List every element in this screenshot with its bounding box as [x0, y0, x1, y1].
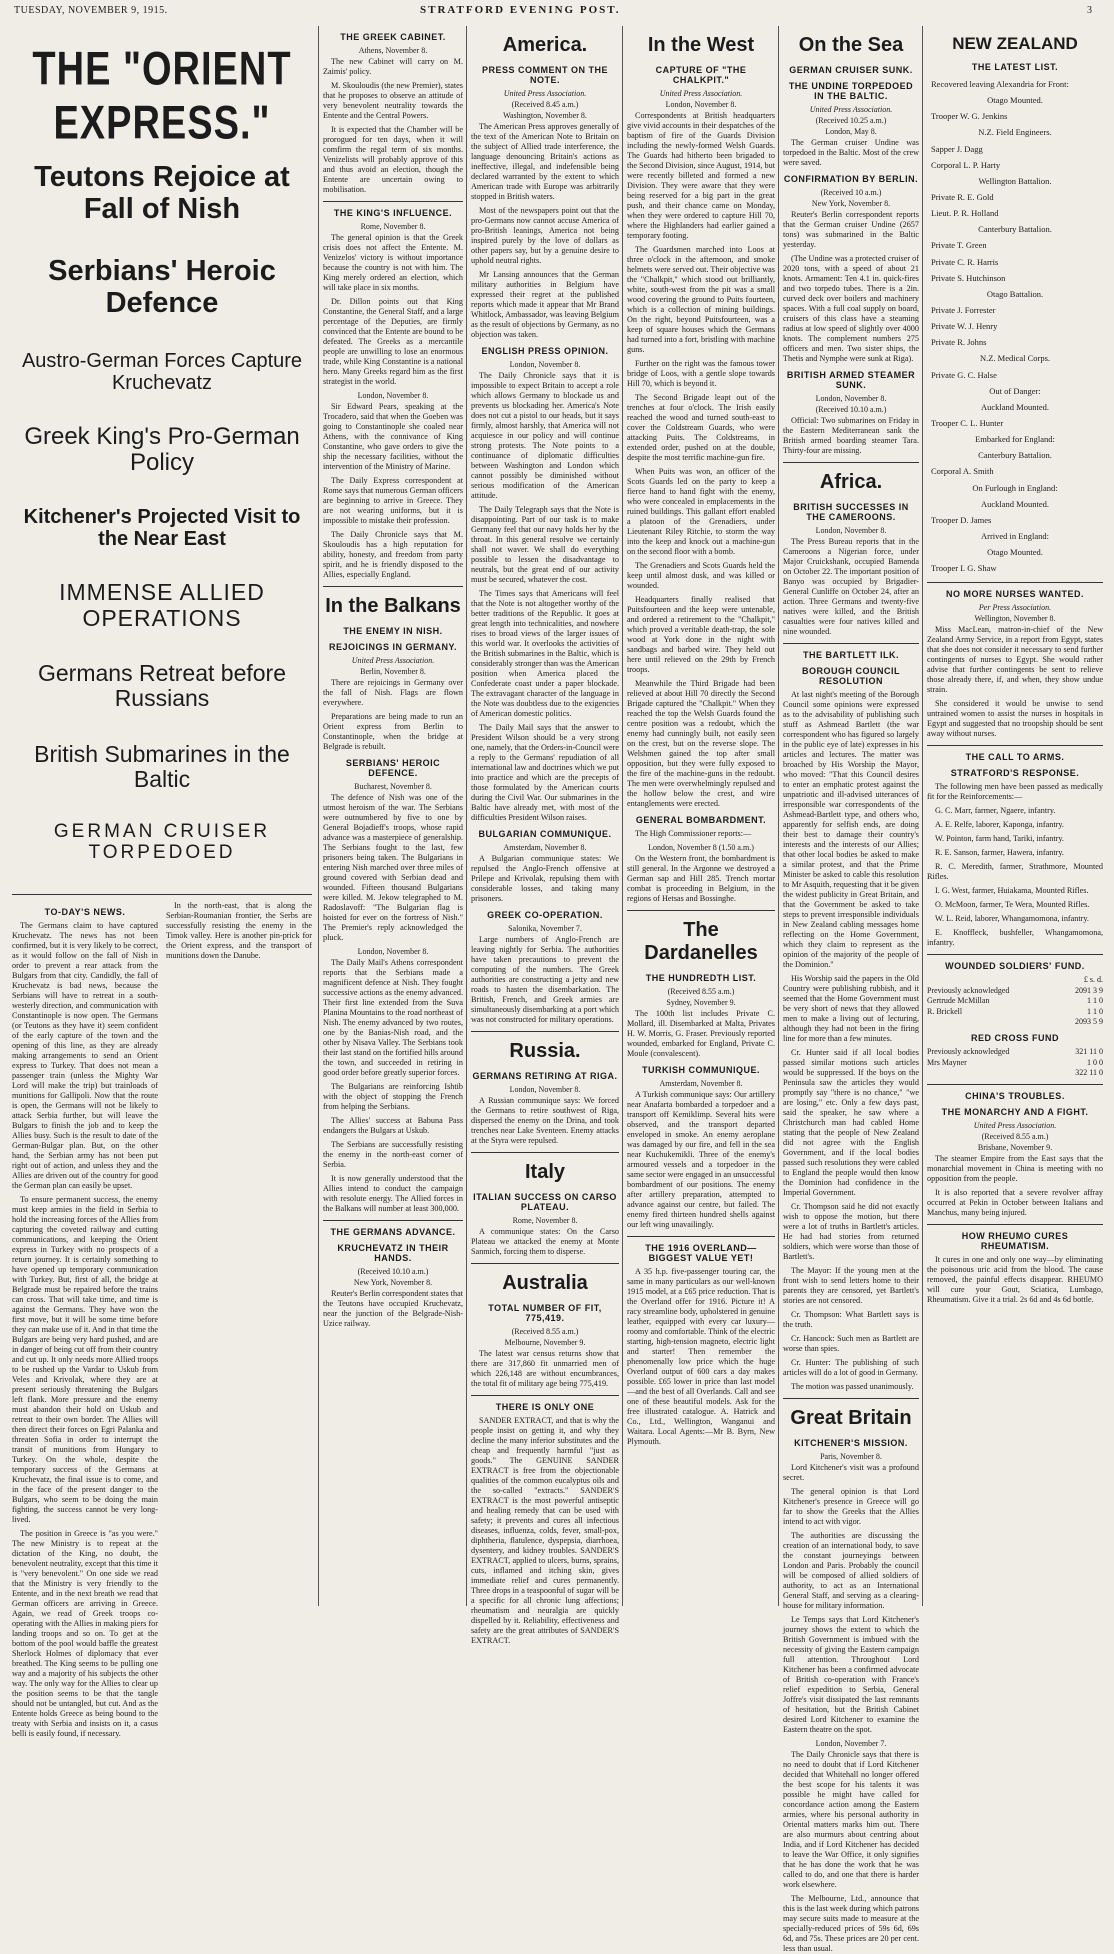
wire-service: United Press Association.	[973, 1121, 1057, 1131]
nurses-heading: NO MORE NURSES WANTED.	[945, 589, 1084, 600]
sub-headline: GERMAN CRUISER TORPEDOED	[53, 821, 271, 864]
great-britain-section-title: Great Britain	[790, 1407, 912, 1429]
dateline: London, November 7.	[815, 1739, 887, 1748]
fund-amount: 322 11 0	[1075, 1068, 1103, 1078]
article-para: The Guardsmen marched into Loos at three o'clock in the afternoon, and smoke helmets were served out. Their objective was the "Chalkpit," which stood out brilliantly, white, south-west from the pit was a small wood covering the ground to Puits fourteen, which is a collection of mining buildings. On the right, beyond Puitsfourteen, was a keep of square houses which the Germans had turned into a fort, bristling with machine guns.	[627, 245, 775, 354]
dateline: New York, November 8.	[811, 199, 891, 208]
article-para: Sir Edward Pears, speaking at the Trocadero, said that when the Goeben was going to Constantinople she coaled near Athens, with the connivance of King Constantine, who gave orders to give the ship the necessary facilities, without the intervention of the Ministry of Marine.	[323, 402, 463, 471]
headline-stack	[12, 162, 312, 864]
recruit-entry: W. L. Reid, laborer, Whangamomona, infantry.	[935, 914, 1089, 924]
dateline: London, November 8.	[509, 1085, 581, 1094]
todays-news-para: The Germans claim to have captured Kruchevatz. The news has not been confirmed, but it is very likely to be correct, as it would follow on the fall of Nish in order to prevent a rear attack from the Bulgars from that city. Candidly, the fall of Kruchevatz is bad news, because the Serbians will have to retreat in a south-westerly direction, and communication with Constantinople is now open. The Germans (or Teutons as they have it) seem confident of the early capture of the town and the opening of this line, as they are already making arrangements to send an Orient express to Turkey. That does not mean a passenger train (unless the Mighty War Lord will make the trip) but trainloads of munitions for Gallipoli. Now that the route is open, the Germans will not be likely to attack Serbia further, but will leave the Bulgars to finish the job and to keep the Allies busy. Such is the result to date of the German-Bulgar plan. But, on the other hand, the Serbian army has not been put right out of action, and unless they and the Allies are driven out of the country for good the German plan can easily be upset.	[12, 920, 158, 1190]
fund-donor: Mrs Mayner	[927, 1057, 967, 1067]
article-para: Correspondents at British headquarters give vivid accounts in their despatches of the baptism of fire of the Guards Division including the newly-formed Welsh Guards. The Guards had hitherto been brigaded to the Second Division, since August, 1914, but were recently billeted and formed a new Division. They were aware that they were being reserved for a big part in the great push, and their chance came on Monday, when they were ordered to capture Hill 70, where the Highlanders had earlier gained a temporary footing.	[627, 111, 775, 240]
todays-news-para: To ensure permanent success, the enemy must keep armies in the field in Serbia to hold the increasing forces of the Allies from capturing the coveted railway and cutting communications, and keeping the Orient express in Turkey with no prospects of a return journey. It is certainly something to have opened up temporary communication with Turkey. But, first of all, the bridge at Belgrade must be repaired before the trains can cross. That will take time, and time is against the Germans. They have won the first move, but it will be some time before they can make use of it. And in that time the Bulgars are being very hard pushed, and are in danger of being cut off from their country and cut up. It only needs more Allied troops to be rushed up the Vardar to Uskub from Veles and Krivolak, where they are at present seriously threatening the Bulgars left flank. More pressure and the enemy must abandon their hold on Uskub and retreat to their own border. The Allies will then direct their forces on Egri Palanka and threaten Sofia in order to interrupt the transit of munitions from Hungary to Turkey. On the whole, despite the temporary success of the Germans at Kruchevatz, the final issue is to come, and in the face of the present danger to the Bulgars, who seem to be doing the main fighting, the success cannot be very long-lived.	[12, 1194, 158, 1524]
article-para: The Daily Chronicle says that M. Skouloudis has a high reputation for ability, honesty, and freedom from party spirit, and he is friendly disposed to the Allies, especially England.	[323, 530, 463, 579]
main-headline: THE "ORIENT EXPRESS."	[32, 43, 292, 150]
todays-news-heading: TO-DAY'S NEWS.	[44, 906, 126, 917]
russia-section-title: Russia.	[509, 1040, 581, 1062]
carso-heading: ITALIAN SUCCESS ON CARSO PLATEAU.	[473, 1192, 617, 1212]
kruchevatz-heading: KRUCHEVATZ IN THEIR HANDS.	[337, 1243, 449, 1263]
dateline: (Received 10 a.m.)	[820, 188, 882, 197]
fund-row	[927, 1068, 1103, 1078]
dateline: Melbourne, November 9.	[504, 1338, 586, 1347]
response-heading: STRATFORD'S RESPONSE.	[950, 768, 1080, 779]
nz-list-entry: Otago Mounted.	[987, 547, 1043, 558]
nz-list-entry: Trooper I. G. Shaw	[931, 563, 997, 574]
column-west-dardanelles	[622, 26, 779, 1606]
todays-news-para: In the north-east, that is along the Serbian-Roumanian frontier, the Serbs are successfully resisting the enemy in the Timok valley. Here is another pin-prick for the Orient express, and the transport of munitions down the Danube.	[166, 900, 312, 960]
fund-donor: Previously acknowledged	[927, 1047, 1010, 1057]
dateline: London, November 8.	[815, 526, 887, 535]
red-cross-list	[927, 1047, 1103, 1078]
article-para: There are rejoicings in Germany over the fall of Nish. Flags are flown everywhere.	[323, 678, 463, 707]
enemy-nish-heading: THE ENEMY IN NISH.	[343, 626, 443, 636]
fund-row	[927, 986, 1103, 996]
dateline: (Received 10.10 a.m.)	[357, 1267, 429, 1276]
article-para: Cr. Hunter said if all local bodies passed similar motions such articles would be suppressed. If the boys on the Peninsula saw the articles they would promptly say "there is no chance," "we are losing," etc. Only a few days past, said the speaker, he saw where a Christchurch man had cabled Home stating that the people of New Zealand did not agree with the English Government, and if the local bodies passed such resolutions they were cabled to England the people would then know the Dominion had confidence in the Imperial Government.	[783, 1048, 919, 1197]
wounded-fund-list	[927, 986, 1103, 1028]
masthead	[0, 0, 1114, 26]
column-america-fronts	[466, 26, 623, 1645]
cruiser-sunk-heading: GERMAN CRUISER SUNK.	[789, 65, 913, 75]
dateline: (Received 8.55 a.m.)	[511, 1327, 579, 1336]
fund-row	[927, 996, 1103, 1006]
article-para: The Second Brigade leapt out of the trenches at four o'clock. The Irish easily reached the wood and turned south-east to cover the Coldstream Guards, who were attacking Puits. The Coldstreams, in extended order, pushed on at the double, despite the most terrific machine-gun fire.	[627, 393, 775, 462]
fund-row	[927, 1058, 1103, 1068]
article-para: (The Undine was a protected cruiser of 2020 tons, with a speed of about 21 knots. Armament: Ten 4.1 in. quick-fires and two torpedo tubes. There is a 2in. curved deck over boilers and machinery spaces. With a full coal supply on board, cruisers of this class have a steaming radius at low speed of slightly over 4000 knots. The complement numbers 275 officers and men. Two sister ships, the Thetis and Nymphe were sunk at Riga).	[783, 254, 919, 363]
fund-row	[927, 1047, 1103, 1057]
article-para: The motion was passed unanimously.	[791, 1382, 914, 1391]
wire-service: Per Press Association.	[978, 603, 1052, 613]
fund-donor: R. Brickell	[927, 1006, 963, 1016]
dateline: (Received 10.25 a.m.)	[815, 116, 887, 125]
article-para: The Mayor: If the young men at the front wish to send letters home to their parents they are censored, yet Bartlett's stories are not censored.	[783, 1266, 919, 1305]
africa-section-title: Africa.	[819, 471, 883, 493]
article-para: The Allies' success at Babuna Pass endangers the Bulgars at Uskub.	[323, 1116, 463, 1135]
fund-amount: 321 11 0	[1075, 1047, 1103, 1057]
sub-headline: Teutons Rejoice at Fall of Nish	[34, 161, 290, 225]
article-para: The following men have been passed as medically fit for the Reinforcements:—	[927, 782, 1103, 802]
sub-headline: Kitchener's Projected Visit to the Near East	[23, 506, 301, 551]
article-para: Most of the newspapers point out that the pro-Germans now cannot accuse America of pro-British leanings, America not being inspired purely by the love of dollars as other papers say, but by a genuine desire to uphold neutral rights.	[471, 206, 619, 265]
article-para: At last night's meeting of the Borough Council some opinions were expressed as to the advisability of publishing such stuff as Ashmead Bartlett (the war correspondent who has figured so largely in the public eye of late) expresses in his articles and lectures. The matter was broached by His Worship the Mayor, who moved: "That this Council desires to enter an emphatic protest against the unpatriotic and ill-advised utterances of irresponsible war correspondents of the Ashmead-Bartlett type, and others who, apparently for selfish ends, are doing their best to damage their country's interests and the interests of our Allies; that other local bodies be asked to make a similar protest, and that the Prime Minister be asked to cable this resolution to Mr Asquith, requesting that it be given the widest publicity in Great Britain, and that the Government be asked to take steps to prevent irresponsible individuals in New Zealand cabling messages home reflecting on the Home Government, which they claim to represent as the opinion of the majority of the people of the Dominion."	[783, 690, 919, 969]
recruit-entry: I. G. West, farmer, Huiakama, Mounted Rifles.	[935, 886, 1089, 896]
nz-list-entry: Arrived in England:	[981, 530, 1049, 541]
nz-section-title: NEW ZEALAND	[952, 34, 1078, 53]
recruit-entry: O. McMoon, farmer, Te Wera, Mounted Rifles.	[935, 900, 1090, 910]
nz-list-entry: N.Z. Medical Corps.	[979, 353, 1051, 364]
nz-list-entry: Recovered leaving Alexandria for Front:	[931, 79, 1069, 89]
turkish-heading: TURKISH COMMUNIQUE.	[642, 1065, 760, 1075]
article-para: A Russian communique says: We forced the Germans to retire southwest of Riga, dispersed the enemy on the Drina, and took trenches near Lake Sventeen. Enemy attacks at the Styra were repulsed.	[471, 1096, 619, 1145]
rheumo-advert: It cures in one and only one way—by eliminating the poisonous uric acid from the blood. The cause removed, the painful effects disappear. RHEUMO will cure your Gout, Sciatica, Lumbago, Rheumatism. Give it a trial. 2s 6d and 4s 6d bottle.	[927, 1255, 1103, 1305]
article-para: The Serbians are successfully resisting the enemy in the north-east corner of Serbia.	[323, 1140, 463, 1169]
fund-donor: Gertrude McMillan	[927, 996, 990, 1006]
dateline: London, November 8 (1.50 a.m.)	[648, 843, 754, 852]
nz-list-entry: Corporal L. P. Harty	[931, 159, 1001, 170]
recruit-entry: W. Pointon, farm hand, Tariki, infantry.	[935, 834, 1064, 844]
bartlett-title: THE BARTLETT ILK.	[803, 650, 899, 660]
sea-section-title: On the Sea	[798, 34, 904, 56]
dateline: London, November 8.	[509, 360, 581, 369]
council-heading: BOROUGH COUNCIL RESOLUTION	[802, 666, 900, 686]
article-para: The Bulgarians are reinforcing Ishtib with the object of stopping the French from helping the Serbians.	[323, 1082, 463, 1111]
article-para: The steamer Empire from the East says that the monarchial movement in China is meeting with no opposition from the people.	[927, 1154, 1103, 1184]
only-one-heading: THERE IS ONLY ONE	[495, 1402, 595, 1412]
fit-heading: TOTAL NUMBER OF FIT, 775,419.	[488, 1303, 602, 1323]
nz-list-entry: Otago Battalion.	[986, 288, 1044, 299]
fund-amount: 2091 3 9	[1075, 985, 1103, 995]
dateline: (Received 8.55 a.m.)	[667, 987, 735, 996]
sub-headline: IMMENSE ALLIED OPERATIONS	[59, 579, 265, 631]
chalkpit-heading: CAPTURE OF "THE CHALKPIT."	[655, 65, 747, 85]
article-para: A Bulgarian communique states: We repulsed the Anglo-French offensive at Prilepe and Krivolak, repulsing them with considerable losses, and taking many prisoners.	[471, 854, 619, 903]
dateline: Rome, November 8.	[360, 222, 426, 231]
fund-donor: Previously acknowledged	[927, 985, 1010, 995]
undine-heading: THE UNDINE TORPEDOED IN THE BALTIC.	[788, 81, 914, 101]
article-para: His Worship said the papers in the Old Country were publishing rubbish, and it seemed that the Home Government must be very short of news that they allowed men to make a living out of lecturing, although they had not been in the firing line for more than a few minutes.	[783, 974, 919, 1043]
dateline: New York, November 8.	[353, 1278, 433, 1287]
dateline: Rome, November 8.	[512, 1216, 578, 1225]
nz-list-entry: Private R. E. Gold	[931, 191, 994, 202]
article-para: It is expected that the Chamber will be prorogued for ten days, when it will comfirm the regal term of six months. Venizelists will probably approve of this and thus avoid an election, though the Entente are uncertain owing to mobilisation.	[323, 125, 463, 194]
todays-news-para: The position in Greece is "as you were." The new Ministry is to repeat at the dictation of the King, no doubt, the benevolent neutrality, except that this time it is "very benevolent." On one side we read that the Ministry is very friendly to the Entente, and in the next breath we read that German officers are arriving in Greece. Again, we read of Greek troops co-operating with the Allies in making piers for landing troops and so on. To get at the bottom of the pool would baffle the greatest Sherlock Holmes of diplomacy that ever breathed. The King seems to be pulling one way and a majority of his subjects the other way. The only way for the Allies to clear up the position seems to be that the tangle should not be untangled, but cut. And as the Entente holds Greece as being bound to the treaty with Serbia and insists on it, a casus belli is easily found, if necessary.	[12, 1528, 158, 1738]
article-para: Mr Lansing announces that the German military authorities in Belgium have expressed their regret at the published reports which made it appear that Mr Brand Whitlock, Ambassador, was leaving Belgium as the result of objections by Germany, as no objection was taken.	[471, 270, 619, 339]
bulgarian-heading: BULGARIAN COMMUNIQUE.	[478, 829, 612, 839]
dateline: (Received 8.55 a.m.)	[981, 1132, 1049, 1142]
serbians-defence-heading: SERBIANS' HEROIC DEFENCE.	[345, 758, 441, 778]
rejoicings-heading: REJOICINGS IN GERMANY.	[328, 642, 458, 652]
article-para: Headquarters finally realised that Puitsfourteen and the keep were untenable, and ordered a retirement to the "Chalkpit," which proved a veritable death-trap, the sole wood at York done in the night with sandbags and barbed wire. They held out here until relieved on the 29th by French troops.	[627, 595, 775, 674]
monarchy-heading: THE MONARCHY AND A FIGHT.	[941, 1107, 1089, 1118]
wire-service: United Press Association.	[351, 656, 435, 665]
article-para: Cr. Thompson: What Bartlett says is the truth.	[783, 1310, 919, 1329]
article-para: The authorities are discussing the creation of an international body, to save the constant journeyings between London and Paris. Probably the council will be composed of allied soldiers of authority, to act as an International General Staff, and serving as a clearing-house for military information.	[783, 1531, 919, 1610]
dateline: London, November 8.	[357, 391, 429, 400]
rheumo-heading: HOW RHEUMO CURES RHEUMATISM.	[961, 1231, 1069, 1252]
cameroons-heading: BRITISH SUCCESSES IN THE CAMEROONS.	[793, 502, 909, 522]
west-section-title: In the West	[647, 34, 755, 56]
column-new-zealand	[922, 26, 1107, 1606]
article-para: The 100th list includes Private C. Mollard, ill. Disembarked at Malta, Privates H. W. Morris, G. Fraser. Previously reported wounded, embarked for England, Private C. Moule (convalescent).	[627, 1009, 775, 1058]
article-para: The Times says that Americans will feel that the Note is not altogether worthy of the better traditions of the Republic. It goes at great length into technicalities, and nowhere rises to broad views of the larger issues of this world war. It overlooks the activities of the British submarines in the Baltic, which is considerably stronger than was the American position when America placed the Confederate coast under a paper blockade. The extravagant character of the language in the Note was doubtless due to the exigencies of American domestic politics.	[471, 589, 619, 718]
article-para: A Turkish communique says: Our artillery near Anafarta bombarded a torpedoer and a transport off Kemiklimp. Several hits were observed, and the transport departed enveloped in smoke. An enemy aeroplane was damaged by our fire, and fell in the sea near Kuchukemikli. Three of the enemy's armoured vessels and a torpedoer in the same sector were engaged in an unsuccessful bombardment of our positions. The enemy after artillery preparation, attempted to advance against our centre, but failed. The enemy fired thirteen hundred shells against our left wing unavailingly.	[627, 1090, 775, 1229]
wounded-fund-heading: WOUNDED SOLDIERS' FUND.	[945, 961, 1085, 972]
recruit-entry: E. Knoffleck, bushfeller, Whangamomona, infantry.	[927, 928, 1103, 948]
dateline: Salonika, November 7.	[508, 924, 582, 933]
article-para: The Daily Telegraph says that the Note is disappointing. Part of our task is to make Germany feel that our navy holds her by the throat. In this general resolve we certainly shall not waver. We shall do everything possible to lessen the disadvantage to neutrals, but the great end of our activity must be secured, whatever the cost.	[471, 505, 619, 584]
nz-list-entry: Private W. J. Henry	[931, 321, 998, 332]
greek-coop-heading: GREEK CO-OPERATION.	[487, 910, 603, 920]
dateline: Bucharest, November 8.	[354, 782, 432, 791]
article-para: The High Commissioner reports:—	[635, 829, 752, 838]
english-opinion-heading: ENGLISH PRESS OPINION.	[481, 346, 609, 356]
article-para: The general opinion is that Lord Kitchener's presence in Greece will go far to show the Greeks that the Allies intend to act with vigor.	[783, 1487, 919, 1526]
article-para: The German cruiser Undine was torpedoed in the Baltic. Most of the crew were saved.	[783, 138, 919, 167]
australia-section-title: Australia	[502, 1272, 588, 1294]
article-para: Le Temps says that Lord Kitchener's journey shows the extent to which the British Government is imbued with the necessity of giving the Eastern campaign full attention. Throughout Lord Kitchener has been a confirmed advocate of British co-operation with France's relief expedition to Serbia, General Joffre's visit dissipated the last remnants of hesitation, but the British Cabinet desired Lord Kitchener to examine the Eastern theatre on the spot.	[783, 1615, 919, 1734]
nz-list-entry: On Furlough in England:	[972, 482, 1058, 493]
fund-amount: 1 1 0	[1087, 996, 1103, 1006]
article-para: A communique states: On the Carso Plateau we attacked the enemy at Monte Sanmich, forcing them to disperse.	[471, 1227, 619, 1256]
fund-row	[927, 1017, 1103, 1027]
article-para: She considered it would be unwise to send untrained women to assist the nurses in hospitals in Egypt and suggested that no troopship should be sent away without nurses.	[927, 699, 1103, 739]
germans-advance-heading: THE GERMANS ADVANCE.	[330, 1227, 456, 1237]
article-para: Preparations are being made to run an Orient express from Berlin to Constantinople, when the bridge at Belgrade is rebuilt.	[323, 712, 463, 751]
article-para: Dr. Dillon points out that King Constantine, the General Staff, and a large percentage of the Deputies, are firmly convinced that the Entente are bound to be defeated. The Greeks as a mercantile people are unwilling to lose an enormous trade, while King Constantine is a national hero. Many Greeks regard him as the first strategist in the world.	[323, 297, 463, 386]
article-para: The Daily Express correspondent at Rome says that numerous German officers are beginning to arrive in Greece. They are not wearing uniforms, but it is impossible to mistake their profession.	[323, 476, 463, 525]
greek-cabinet-heading: THE GREEK CABINET.	[340, 32, 446, 42]
recruit-entry: R. E. Sanson, farmer, Hawera, infantry.	[935, 848, 1064, 858]
dardanelles-section-title: The Dardanelles	[644, 919, 758, 964]
america-section-title: America.	[502, 34, 588, 56]
article-para: Cr. Hunter: The publishing of such articles will do a lot of good in Germany.	[783, 1358, 919, 1377]
article-para: The Daily Mail's Athens correspondent reports that the Serbians made a magnificent defence at Nish. They fought successive actions as the enemy advanced. Their first line extended from the Suva Planina Mountains to the road northeast of Nish. The enemy advanced by two routes, one by the Banias-Nish road, and the other by Nisava Valley. The Serbians took their last stand on the fortified hills around the town, and succeeded in retiring in good order before greatly superior forces.	[323, 958, 463, 1077]
article-para: Reuter's Berlin correspondent states that the Teutons have occupied Kruchevatz, near the junction of the Belgrade-Nish-Uzice railway.	[323, 1289, 463, 1328]
italy-section-title: Italy	[524, 1161, 566, 1183]
nz-list-entry: Corporal A. Smith	[931, 466, 994, 477]
page-number: 3	[1087, 5, 1092, 16]
nz-list-entry: Private S. Hutchinson	[931, 272, 1006, 283]
nz-list-entry: Canterbury Battalion.	[978, 450, 1052, 461]
article-para: Official: Two submarines on Friday in the Eastern Mediterranean sank the British armed boarding steamer Tara. Thirty-four are missing.	[783, 416, 919, 455]
article-para: The defence of Nish was one of the utmost heroism of the war. The Serbians were outnumbered by five to one by General Bojadieff's troops, whose rapid advance was a masterpiece of generalship. The Serbians fought to the last, few prisoners being taken. The Bulgarians in entering Nish marched over three miles of ground covered with Serbian dead and wounded. Fifteen thousand Bulgarians were killed. M. Jekow telegraphed to M. Radoslavoff: "The Bulgarian flag is hoisted for ever on the fortress of Nish." The Premier's reply acknowledged the pluck.	[323, 793, 463, 942]
article-para: The Daily Chronicle says that it is impossible to expect Britain to accept a role which allows Germany to blockade us and prevents us blockading her. America's Note does not cut a pistol to our heads, but it says firmly, almost harshly, that America will not acquiesce in our policy and will continue strong protests. The Note points to a continuance of diplomatic difficulties between Washington and London which cannot possibly be diminished without serious modification of the American attitude.	[471, 371, 619, 500]
nz-list-entry: Auckland Mounted.	[981, 401, 1049, 412]
dateline: Berlin, November 8.	[360, 667, 426, 676]
nz-list-entry: Private R. Johns	[931, 337, 987, 348]
article-para: Cr. Thompson said he did not exactly wish to oppose the motion, but there were a lot of truths in Bartlett's articles. He had had stories from returned soldiers, which were worse than those of Bartlett's.	[783, 1202, 919, 1261]
dateline: London, November 8.	[357, 947, 429, 956]
fund-amount: 1 1 0	[1087, 1006, 1103, 1016]
dateline: (Received 10.10 a.m.)	[815, 405, 887, 414]
dateline: London, November 8.	[815, 394, 887, 403]
recruit-entry: G. C. Marr, farmer, Ngaere, infantry.	[935, 806, 1056, 816]
balkans-section-title: In the Balkans	[325, 595, 461, 617]
sub-headline: Austro-German Forces Capture Kruchevatz	[21, 349, 303, 394]
article-para: Miss MacLean, matron-in-chief of the New Zealand Army Service, in a report from Egypt, states that she does not consider it necessary to send further contingents of nurses to Egypt. She would rather advise that further contingents be sent to relieve those already there, if, and when, they show undue strain.	[927, 625, 1103, 695]
nz-list-entry: N.Z. Field Engineers.	[978, 127, 1052, 138]
article-para: The Grenadiers and Scots Guards held the keep until almost dusk, and was killed or wounded.	[627, 561, 775, 590]
nz-list-entry: Auckland Mounted.	[981, 498, 1049, 509]
sub-headline: Serbians' Heroic Defence	[48, 254, 276, 319]
nz-list-entry: Embarked for England:	[975, 434, 1055, 445]
article-para: Further on the right was the famous tower bridge of Loos, with a gentle slope towards Hill 70, which is beyond it.	[627, 359, 775, 388]
melbourne-advert: The Melbourne, Ltd., announce that this is the last week during which patrons may secure suits made to measure at the specially-reduced prices of 59s 6d, 69s 6d, and 75s. These prices are 20 per cent. less than usual.	[783, 1894, 919, 1953]
red-cross-heading: RED CROSS FUND	[970, 1033, 1059, 1044]
bombardment-heading: GENERAL BOMBARDMENT.	[635, 815, 767, 825]
article-para: On the Western front, the bombardment is still general. In the Argonne we destroyed a German sap and Hill 285. Trench mortar combat is proceeding in Belgium, in the regions of Hetsas and Bossinghe.	[627, 854, 775, 903]
dateline: Paris, November 8.	[820, 1452, 882, 1461]
nz-list-entry: Private G. C. Halse	[931, 369, 997, 380]
nz-casualty-list	[927, 76, 1103, 576]
sander-extract-advert: SANDER EXTRACT, and that is why the people insist on getting it, and why they decline the many inferior substitutes and the cheap and frequently harmful "just as goods." The GENUINE SANDER EXTRACT is free from the objectionable qualities of the common eucalyptus oils and the so-called "extracts." SANDER'S EXTRACT is the most powerful antiseptic and healing remedy that can be used with safety; it prevents and cures all infectious diseases, influenza, colds, fever, small-pox, diphtheria, flatulence, dyspepsia, diarrhoea, dysentery, and kidney troubles. SANDER'S EXTRACT, applied to ulcers, burns, sprains, cuts, inflamed and itching skin, gives immediate relief and cures permanently. Three drops in a teaspoonful of sugar will be a specific for all chronic lung affections; rheumatism and neuralgia are quickly dispelled by it. Reliability, effectiveness and safety are the great attributes of SANDER'S EXTRACT.	[471, 1416, 619, 1645]
kings-influence-heading: THE KING'S INFLUENCE.	[333, 208, 453, 218]
column-greece-balkans	[318, 26, 467, 1606]
article-para: The Daily Chronicle says that there is no need to doubt that if Lord Kitchener decided that Whitehall no longer offered the best scope for his talents it was possible he might have called for concordance action among the Eastern armies, where his personal authority in Oriental matters marks him out. There are also murmurs about centring about India, and if Lord Kitchener has decided to leave the War Office, it only signifies that he has done the work that he was called to do, and one that there is harder work elsewhere.	[783, 1750, 919, 1889]
nz-list-entry: Lieut. P. R. Holland	[931, 208, 999, 219]
confirmation-heading: CONFIRMATION BY BERLIN.	[783, 174, 919, 184]
dateline: (Received 8.45 a.m.)	[511, 100, 579, 109]
nz-list-entry: Private C. R. Harris	[931, 256, 999, 267]
column-sea-africa	[778, 26, 923, 1953]
article-para: It is also reported that a severe revolver affray occurred at Pekin in October between Italians and Manchus, many being injured.	[927, 1188, 1103, 1218]
nz-list-entry: Sapper J. Dagg	[931, 143, 983, 154]
sub-headline: Greek King's Pro-German Policy	[24, 422, 300, 476]
call-to-arms-heading: THE CALL TO ARMS.	[965, 752, 1065, 763]
article-para: The Press Bureau reports that in the Cameroons a Nigerian force, under Major Cruickshank, occupied Bamenda on October 22. The important position of Banyo was occupied by Brigadier-General Cunliffe on October 24, after an action. Three Germans and twenty-five natives were killed, and the British casualties were four natives killed and nine wounded.	[783, 537, 919, 636]
dateline: Brisbane, November 9.	[977, 1143, 1053, 1153]
nz-list-entry: Private T. Green	[931, 240, 987, 251]
article-para: The American Press approves generally of the text of the American Note to Britain on the subject of Allied trade interference, the language denouncing Britain's actions as ineffective, illegal, and indefensible being declared warranted by the extent to which American trade with Europe was arbitrarily stopped in British waters.	[471, 122, 619, 201]
riga-heading: GERMANS RETIRING AT RIGA.	[472, 1071, 618, 1081]
sub-headline: British Submarines in the Baltic	[34, 740, 290, 792]
nz-list-entry: Out of Danger:	[989, 385, 1041, 396]
article-para: Meanwhile the Third Brigade had been relieved at about Hill 70 directly the Second Brigade captured the "Chalkpit." When they reached the top the Welsh Guards found the centre position was a redoubt, which the enemy had cunningly built, not easily seen on the crest, but on the reverse slope. The Welshmen gained the top after small opposition, but they were fully exposed to the fire of the machine-guns in the redoubt. The men were overwhelmingly repulsed and the hollow below the crest, and wire entanglements were erected.	[627, 679, 775, 808]
article-para: The new Cabinet will carry on M. Zaimis' policy.	[323, 57, 463, 76]
dateline: Athens, November 8.	[358, 46, 428, 55]
latest-list-heading: THE LATEST LIST.	[971, 62, 1059, 72]
wire-service: United Press Association.	[503, 89, 587, 98]
article-para: Large numbers of Anglo-French are leaving nightly for Serbia. The authorities have taken precautions to prevent the computing of the numbers. The Greek authorities are constructing a jetty and new roads to hasten the disembarkation. The British, French, and Greek armies are simultaneously disembarking at a port which was not constructed for military operations.	[471, 935, 619, 1024]
nz-list-entry: Private J. Forrester	[931, 304, 996, 315]
nz-list-entry: Wellington Battalion.	[978, 175, 1052, 186]
article-para: Reuter's Berlin correspondent reports that the German cruiser Undine (2657 tons) was submarined in the Baltic yesterday.	[783, 210, 919, 249]
nz-list-entry: Otago Mounted.	[987, 95, 1043, 106]
steamer-heading: BRITISH ARMED STEAMER SUNK.	[786, 370, 916, 390]
wire-service: United Press Association.	[659, 89, 743, 98]
fund-amount: 1 0 0	[1087, 1057, 1103, 1067]
overland-advert: A 35 h.p. five-passenger touring car, the same in many particulars as our well-known 1915 model, at a £65 price reduction. That is the Overland offer for 1916. Picture it! A racy streamline body, upholstered in genuine leather, equipped with every car luxury—roomy and comfortable. Think of the electric starting, high-tension magneto, electric light and starter! Then remember the phenomenally low price which the huge Overland output of 600 cars a day makes possible. £65 lower in price than last model—and the best of all Overlands. Call and see one of these beautiful models. Ask for the free illustrated catalogue. A. Hatrick and Co., Ltd., Wellington, Wanganui and Waitara. Local Agents:—Mr B. Byrn, New Plymouth.	[627, 1267, 775, 1446]
recruit-entry: R. C. Meredith, farmer, Strathmore, Mounted Rifles.	[927, 862, 1103, 882]
fund-row	[927, 1007, 1103, 1017]
dateline: London, May 8.	[825, 127, 877, 136]
article-para: It is now generally understood that the Allies intend to conduct the campaign with resolute energy. The Allied forces in the Balkans will number at least 300,000.	[323, 1174, 463, 1213]
fund-currency-header: £ s. d.	[1083, 975, 1103, 985]
article-para: The Daily Mail says that the answer to President Wilson should be a very strong one, namely, that the Orders-in-Council were a reply to the Germans' repudiation of all international law and doctrines which we put into practice and which are the precepts of those formulated by the American courts during the Civil War. Our submarines in the Baltic have already met, with most of the difficulties President Wilson raises.	[471, 723, 619, 822]
nz-list-entry: Canterbury Battalion.	[978, 224, 1052, 235]
sub-headline: Germans Retreat before Russians	[37, 659, 286, 712]
article-para: The latest war census returns show that there are 317,860 fit unmarried men of which 226,148 are without encumbrances, the total fit of military age being 775,419.	[471, 1349, 619, 1388]
overland-heading: THE 1916 OVERLAND—BIGGEST VALUE YET!	[645, 1243, 757, 1263]
issue-date: TUESDAY, NOVEMBER 9, 1915.	[14, 5, 168, 16]
column-front-headlines	[12, 26, 312, 1738]
hundredth-heading: THE HUNDREDTH LIST.	[645, 973, 757, 983]
dateline: Washington, November 8.	[503, 111, 587, 120]
dateline: Sydney, November 9.	[666, 998, 736, 1007]
dateline: London, November 8.	[665, 100, 737, 109]
recruit-entry: A. E. Relfe, laborer, Kaponga, infantry.	[935, 820, 1064, 830]
article-para: Cr. Hancock: Such men as Bartlett are worse than spies.	[783, 1334, 919, 1353]
article-para: Lord Kitchener's visit was a profound secret.	[783, 1463, 919, 1482]
article-para: M. Skouloudis (the new Premier), states that he proposes to observe an attitude of very benevolent neutrality towards the Entente and the Central Powers.	[323, 81, 463, 120]
kitchener-heading: KITCHENER'S MISSION.	[794, 1438, 908, 1448]
china-heading: CHINA'S TROUBLES.	[965, 1091, 1065, 1102]
article-para: When Puits was won, an officer of the Scots Guards led on the party to keep a fierce hand to hand fight with the enemy, who were concealed in emplacements in the ruined buildings. This gallant effort enabled a platoon of the Grenadiers, under Lieutenant Riley Ritchie, to storm the way into the keep and knock out a machine-gun on the second floor with a bomb.	[627, 467, 775, 556]
press-note-heading: PRESS COMMENT ON THE NOTE.	[481, 65, 608, 85]
article-para: The general opinion is that the Greek crisis does not affect the Entente. M. Venizelos' victory is without importance because the country is not with him. The King merely ordered an election, which will take place in six months.	[323, 233, 463, 292]
dateline: Amsterdam, November 8.	[503, 843, 587, 852]
nz-list-entry: Trooper D. James	[931, 514, 992, 525]
wire-service: United Press Association.	[809, 105, 893, 114]
nz-list-entry: Trooper C. L. Hunter	[931, 417, 1004, 428]
paper-name: STRATFORD EVENING POST.	[420, 4, 621, 16]
dateline: Amsterdam, November 8.	[659, 1079, 743, 1088]
fund-amount: 2093 5 9	[1075, 1016, 1103, 1026]
nz-list-entry: Trooper W. G. Jenkins	[931, 111, 1008, 122]
recruit-list	[927, 782, 1103, 948]
dateline: Wellington, November 8.	[974, 614, 1056, 624]
